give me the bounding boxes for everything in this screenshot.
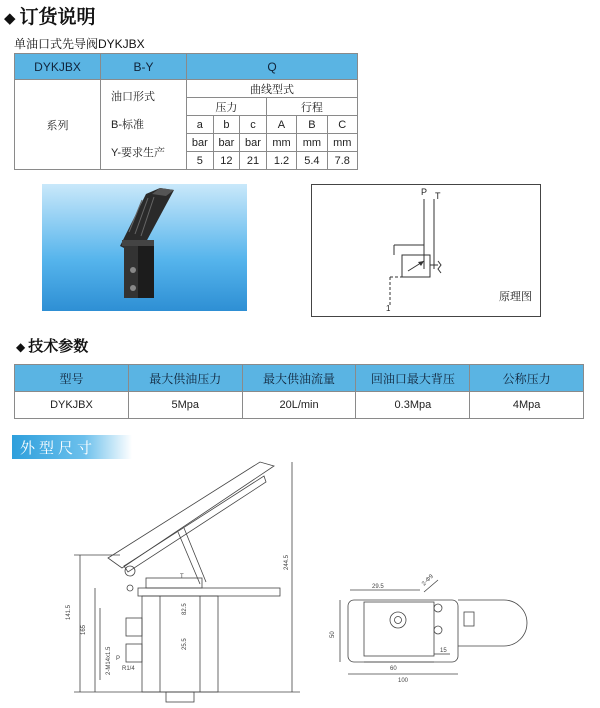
order-header-curve: Q: [187, 54, 358, 80]
port-p-label: P: [421, 187, 428, 197]
schematic-label: 原理图: [499, 291, 532, 303]
product-photo: [42, 184, 247, 311]
tech-cell-backpressure: 0.3Mpa: [356, 392, 470, 419]
dim-label: 25.5: [182, 638, 188, 650]
option-custom: Y-要求生产: [111, 146, 165, 159]
letter-cell: C: [327, 116, 357, 134]
letter-cell: b: [213, 116, 240, 134]
tech-header-nominal: 公称压力: [470, 365, 584, 392]
unit-cell: bar: [187, 134, 214, 152]
value-cell: 5: [187, 152, 214, 170]
dim-label: 60: [390, 666, 397, 672]
dim-label: 100: [398, 678, 409, 684]
dim-label: 244.5: [284, 554, 290, 570]
dim-label: 29.5: [372, 584, 384, 590]
port-1-label: 1: [386, 304, 391, 313]
value-cell: 5.4: [297, 152, 327, 170]
series-label: 系列: [15, 80, 101, 170]
value-cell: 1.2: [266, 152, 296, 170]
tech-cell-flow: 20L/min: [242, 392, 356, 419]
letter-cell: c: [240, 116, 267, 134]
diamond-icon: ◆: [4, 10, 16, 27]
top-view-drawing: [320, 572, 580, 706]
unit-cell: bar: [213, 134, 240, 152]
order-header-model: DYKJBX: [15, 54, 101, 80]
port-t-label: T: [435, 191, 441, 201]
group-pressure: 压力: [187, 98, 267, 116]
dim-label: 2-Φ9: [421, 573, 435, 588]
unit-cell: mm: [266, 134, 296, 152]
letter-cell: B: [297, 116, 327, 134]
dim-label: 141.5: [66, 604, 72, 620]
value-cell: 12: [213, 152, 240, 170]
value-cell: 21: [240, 152, 267, 170]
curve-type-label: 曲线型式: [187, 80, 358, 98]
tech-header-backpressure: 回油口最大背压: [356, 365, 470, 392]
option-port-type: 油口形式: [111, 90, 155, 103]
order-header-port: B-Y: [101, 54, 187, 80]
dim-label: R1/4: [122, 666, 135, 672]
tech-heading: ◆ 技术参数: [16, 338, 89, 355]
unit-cell: mm: [297, 134, 327, 152]
tech-cell-model: DYKJBX: [15, 392, 129, 419]
tech-cell-pressure: 5Mpa: [128, 392, 242, 419]
tech-table: [14, 364, 584, 419]
value-cell: 7.8: [327, 152, 357, 170]
letter-cell: A: [266, 116, 296, 134]
dim-label: T: [180, 574, 184, 580]
tech-header-pressure: 最大供油压力: [128, 365, 242, 392]
dim-label: 50: [330, 631, 336, 638]
schematic-diagram: [311, 184, 541, 317]
tech-cell-nominal: 4Mpa: [470, 392, 584, 419]
unit-cell: bar: [240, 134, 267, 152]
dims-heading-band: 外型尺寸: [12, 435, 132, 459]
order-heading: ◆ 订货说明: [4, 7, 96, 28]
tech-header-model: 型号: [15, 365, 129, 392]
letter-cell: a: [187, 116, 214, 134]
option-standard: B-标准: [111, 118, 144, 131]
diamond-icon: ◆: [16, 340, 26, 354]
dim-label: P: [116, 656, 121, 662]
dim-label: 165: [81, 624, 87, 635]
unit-cell: mm: [327, 134, 357, 152]
order-table: [14, 53, 358, 170]
model-line: 单油口式先导阀DYKJBX: [14, 37, 145, 51]
dim-label: 82.5: [182, 603, 188, 615]
front-view-drawing: [60, 460, 320, 706]
tech-header-flow: 最大供油流量: [242, 365, 356, 392]
dim-label: 2-M14x1.5: [106, 646, 112, 675]
group-stroke: 行程: [266, 98, 357, 116]
foot-valve-illustration: [42, 184, 247, 311]
dim-label: 15: [440, 648, 447, 654]
